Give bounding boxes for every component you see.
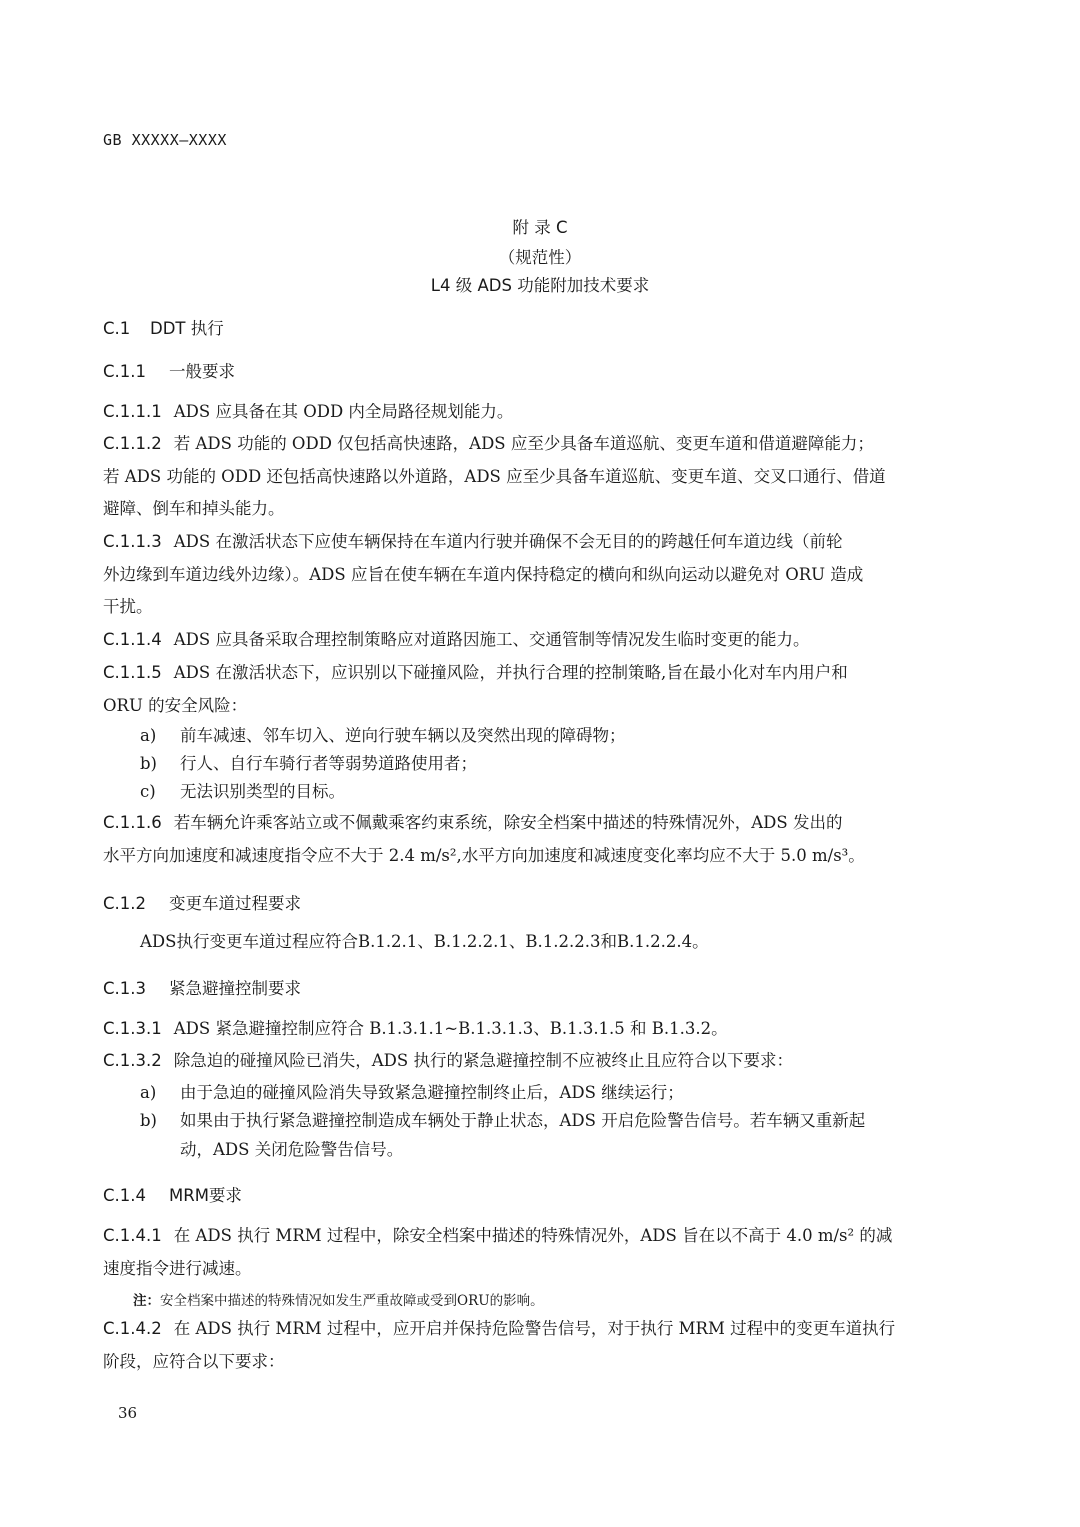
clause-number: C.1.3.1	[103, 1019, 162, 1038]
clause-c142	[103, 1313, 955, 1378]
clause-number: C.1.4.2	[103, 1319, 162, 1338]
clause-text-line: 若 ADS 功能的 ODD 仅包括高快速路，ADS 应至少具备车道巡航、变更车道和借道避障能力；	[173, 434, 874, 453]
clause-text-line: 在 ADS 执行 MRM 过程中，应开启并保持危险警告信号，对于执行 MRM 过程中的变更车道执行	[173, 1319, 896, 1338]
clause-text-line: 阶段，应符合以下要求：	[103, 1351, 285, 1371]
clause-text-line: ADS 在激活状态下应使车辆保持在车道内行驶并确保不会无目的的跨越任何车道边线（前轮	[173, 532, 843, 551]
list-marker: b)	[140, 1111, 157, 1130]
list-item	[140, 1107, 955, 1164]
list-text: 由于急迫的碰撞风险消失导致紧急避撞控制终止后，ADS 继续运行；	[180, 1083, 684, 1102]
clause-c111	[103, 396, 955, 429]
section-heading-c13	[103, 975, 301, 999]
list-marker: b)	[140, 754, 157, 773]
list-item	[140, 722, 955, 751]
clause-text: ADS 应具备在其 ODD 内全局路径规划能力。	[173, 402, 514, 421]
standard-number-header: GB XXXXX—XXXX	[103, 131, 227, 149]
clause-text-line: 若车辆允许乘客站立或不佩戴乘客约束系统，除安全档案中描述的特殊情况外，ADS 发出的	[173, 813, 843, 832]
clause-number: C.1.1.1	[103, 402, 162, 421]
clause-number: C.1.1.6	[103, 813, 162, 832]
clause-text-line: ADS 在激活状态下，应识别以下碰撞风险，并执行合理的控制策略,旨在最小化对车内用户和	[173, 663, 848, 682]
page-number: 36	[118, 1404, 138, 1422]
section-heading-c14	[103, 1182, 242, 1206]
section-title: 变更车道过程要求	[169, 894, 301, 913]
clause-text-line: 若 ADS 功能的 ODD 还包括高快速路以外道路，ADS 应至少具备车道巡航、变更车道、交叉口通行、借道	[103, 466, 886, 486]
clause-text: ADS 应具备采取合理控制策略应对道路因施工、交通管制等情况发生临时变更的能力。	[173, 630, 810, 649]
list-marker: a)	[140, 726, 157, 745]
clause-text-line: ORU 的安全风险：	[103, 695, 248, 715]
clause-text-line: 干扰。	[103, 597, 153, 616]
section-title: 一般要求	[169, 362, 235, 381]
note	[133, 1289, 544, 1309]
clause-text-line: 外边缘到车道边线外边缘）。ADS 应旨在使车辆在车道内保持稳定的横向和纵向运动以避免对 ORU 造成	[103, 564, 864, 584]
annex-name: L4 级 ADS 功能附加技术要求	[430, 276, 650, 295]
section-number: C.1.1	[103, 362, 147, 381]
section-title: 紧急避撞控制要求	[169, 979, 301, 998]
clause-number: C.1.1.2	[103, 434, 162, 453]
list-item	[140, 1079, 955, 1108]
list-text-continuation: 动，ADS 关闭危险警告信号。	[180, 1139, 404, 1159]
section-heading-c11	[103, 358, 235, 382]
list-item	[140, 750, 955, 779]
clause-text: 除急迫的碰撞风险已消失，ADS 执行的紧急避撞控制不应被终止且应符合以下要求：	[173, 1051, 793, 1070]
annex-title: 附 录 C	[512, 218, 568, 237]
section-body-c12: ADS执行变更车道过程应符合B.1.2.1、B.1.2.2.1、B.1.2.2.3和B.1.2.2.4。	[140, 932, 709, 951]
annex-type: （规范性）	[498, 248, 582, 267]
clause-text-line: 在 ADS 执行 MRM 过程中，除安全档案中描述的特殊情况外，ADS 旨在以不高于 4.0 m/s² 的减	[173, 1226, 893, 1245]
clause-text: ADS 紧急避撞控制应符合 B.1.3.1.1~B.1.3.1.3、B.1.3.1.5 和 B.1.3.2。	[173, 1019, 728, 1038]
section-title: DDT 执行	[150, 319, 224, 338]
section-number: C.1.3	[103, 979, 147, 998]
list-marker: a)	[140, 1083, 157, 1102]
list-text: 行人、自行车骑行者等弱势道路使用者；	[180, 754, 477, 773]
section-number: C.1	[103, 319, 131, 338]
clause-number: C.1.1.5	[103, 663, 162, 682]
clause-c115	[103, 657, 955, 722]
clause-number: C.1.1.4	[103, 630, 162, 649]
list-item	[140, 778, 955, 807]
clause-c116	[103, 807, 955, 872]
clause-number: C.1.4.1	[103, 1226, 162, 1245]
list-text: 如果由于执行紧急避撞控制造成车辆处于静止状态，ADS 开启危险警告信号。若车辆又重新起	[180, 1111, 866, 1130]
section-title: MRM要求	[169, 1186, 242, 1205]
clause-text-line: 水平方向加速度和减速度指令应不大于 2.4 m/s²,水平方向加速度和减速度变化率均应不大于 5.0 m/s³。	[103, 845, 865, 865]
section-number: C.1.4	[103, 1186, 147, 1205]
clause-number: C.1.1.3	[103, 532, 162, 551]
clause-c131	[103, 1013, 955, 1046]
clause-c112	[103, 428, 955, 526]
clause-text-line: 避障、倒车和掉头能力。	[103, 499, 285, 518]
section-heading-c12	[103, 890, 301, 914]
clause-text-line: 速度指令进行减速。	[103, 1258, 252, 1278]
section-number: C.1.2	[103, 894, 147, 913]
list-text: 无法识别类型的目标。	[180, 782, 345, 801]
clause-number: C.1.3.2	[103, 1051, 162, 1070]
clause-c141	[103, 1220, 955, 1285]
note-label: 注：	[133, 1293, 160, 1309]
clause-c113	[103, 526, 955, 624]
note-text: 安全档案中描述的特殊情况如发生严重故障或受到ORU的影响。	[160, 1293, 544, 1309]
section-heading-c1	[103, 315, 224, 339]
clause-c114	[103, 624, 955, 657]
list-text: 前车减速、邻车切入、逆向行驶车辆以及突然出现的障碍物；	[180, 726, 626, 745]
list-marker: c)	[140, 782, 156, 801]
clause-c132	[103, 1045, 955, 1078]
